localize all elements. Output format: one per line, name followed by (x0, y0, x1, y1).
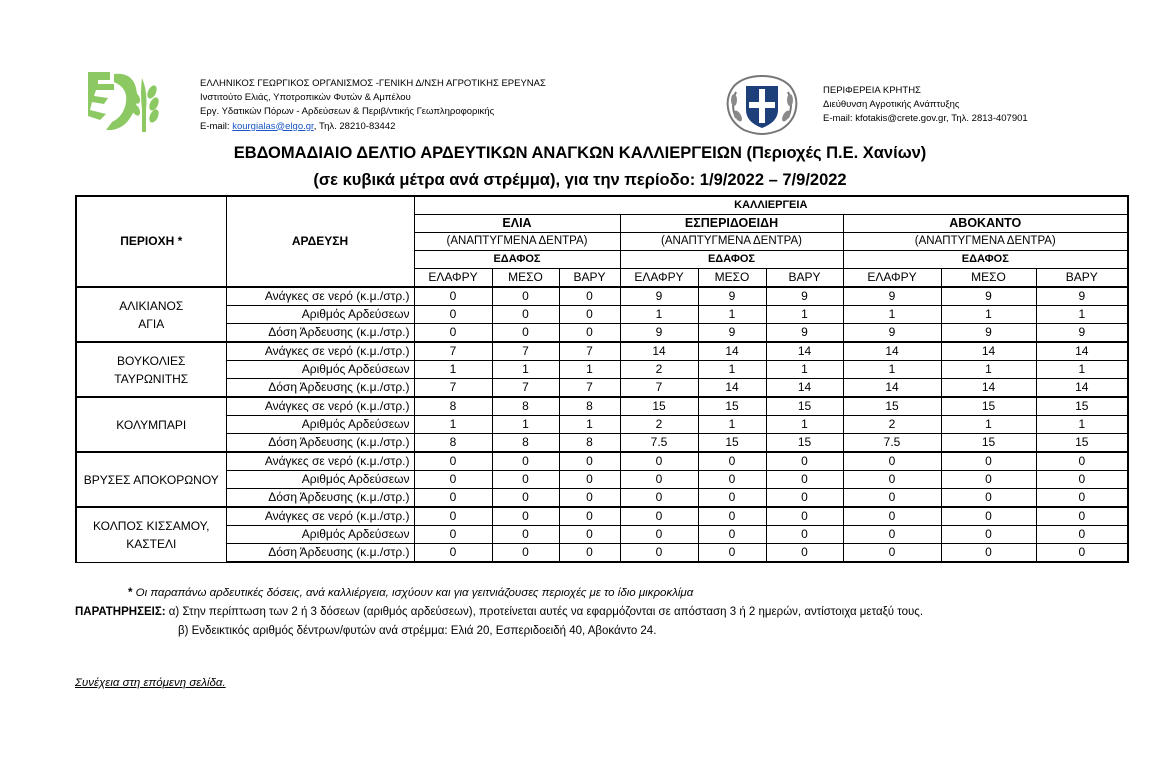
value-cell: 0 (766, 471, 843, 489)
value-cell: 0 (559, 452, 620, 471)
value-cell: 0 (1036, 452, 1128, 471)
value-cell: 15 (1036, 434, 1128, 453)
value-cell: 0 (766, 489, 843, 508)
value-cell: 1 (766, 416, 843, 434)
value-cell: 7 (559, 379, 620, 398)
irrigation-table (75, 195, 1129, 563)
value-cell: 0 (559, 306, 620, 324)
remark-b: β) Ενδεικτικός αριθμός δέντρων/φυτών ανά στρέμμα: Ελιά 20, Εσπεριδοειδή 40, Αβοκάντο 24. (178, 625, 657, 637)
value-cell: 0 (492, 526, 559, 544)
value-cell: 1 (698, 416, 766, 434)
region-name-line: ΤΑΥΡΩΝΙΤΗΣ (114, 371, 189, 386)
value-cell: 1 (414, 361, 492, 379)
header-right-line: ΠΕΡΙΦΕΡΕΙΑ ΚΡΗΤΗΣ (823, 85, 921, 96)
value-cell: 1 (1036, 306, 1128, 324)
measure-label: Δόση Άρδευσης (κ.μ./στρ.) (226, 434, 414, 453)
value-cell: 0 (414, 452, 492, 471)
value-cell: 14 (843, 379, 941, 398)
value-cell: 0 (492, 306, 559, 324)
table-row (76, 416, 1128, 434)
value-cell: 0 (414, 306, 492, 324)
table-row (76, 452, 1128, 471)
value-cell: 15 (766, 434, 843, 453)
value-cell: 15 (698, 434, 766, 453)
email-link[interactable]: kourgialas@elgo.gr (232, 120, 314, 132)
value-cell: 1 (843, 306, 941, 324)
crop-subtitle: (ΑΝΑΠΤΥΓΜΕΝΑ ΔΕΝΤΡΑ) (843, 233, 1128, 251)
crops-header: ΚΑΛΛΙΕΡΓΕΙΑ (414, 196, 1128, 215)
value-cell: 1 (698, 306, 766, 324)
soil-type: ΕΛΑΦΡΥ (843, 269, 941, 288)
region-name (76, 507, 226, 562)
elgo-logo-icon (84, 70, 184, 134)
value-cell: 0 (1036, 489, 1128, 508)
table-row (76, 489, 1128, 508)
value-cell: 0 (698, 452, 766, 471)
value-cell: 14 (620, 342, 698, 361)
value-cell: 0 (941, 507, 1036, 526)
value-cell: 0 (492, 471, 559, 489)
value-cell: 0 (843, 507, 941, 526)
value-cell: 1 (620, 306, 698, 324)
value-cell: 14 (698, 342, 766, 361)
value-cell: 14 (843, 342, 941, 361)
measure-label: Ανάγκες σε νερό (κ.μ./στρ.) (226, 397, 414, 416)
soil-type: ΕΛΑΦΡΥ (414, 269, 492, 288)
value-cell: 1 (843, 361, 941, 379)
measure-label: Αριθμός Αρδεύσεων (226, 361, 414, 379)
measure-label: Δόση Άρδευσης (κ.μ./στρ.) (226, 544, 414, 563)
header-right-text (823, 84, 1028, 127)
value-cell: 0 (559, 287, 620, 306)
soil-type: ΕΛΑΦΡΥ (620, 269, 698, 288)
footnote (128, 587, 693, 599)
footnote-star: * (128, 587, 133, 599)
value-cell: 0 (1036, 471, 1128, 489)
table-row (76, 342, 1128, 361)
value-cell: 0 (492, 452, 559, 471)
measure-label: Ανάγκες σε νερό (κ.μ./στρ.) (226, 342, 414, 361)
value-cell: 9 (843, 287, 941, 306)
value-cell: 0 (843, 471, 941, 489)
value-cell: 0 (698, 544, 766, 563)
value-cell: 9 (698, 324, 766, 343)
measure-label: Αριθμός Αρδεύσεων (226, 526, 414, 544)
measure-label: Δόση Άρδευσης (κ.μ./στρ.) (226, 324, 414, 343)
value-cell: 0 (843, 489, 941, 508)
value-cell: 0 (559, 324, 620, 343)
value-cell: 7 (559, 342, 620, 361)
value-cell: 7 (620, 379, 698, 398)
email-label: E-mail: (200, 120, 233, 132)
value-cell: 9 (698, 287, 766, 306)
soil-type: ΒΑΡΥ (559, 269, 620, 288)
value-cell: 0 (941, 452, 1036, 471)
bulletin-title: ΕΒΔΟΜΑΔΙΑΙΟ ΔΕΛΤΙΟ ΑΡΔΕΥΤΙΚΩΝ ΑΝΑΓΚΩΝ ΚΑΛΛΙΕΡΓΕΙΩΝ (Περιοχές Π.Ε. Χανίων) (233, 144, 927, 162)
value-cell: 15 (766, 397, 843, 416)
value-cell: 1 (941, 361, 1036, 379)
region-name-line: ΚΟΛΥΜΠΑΡΙ (116, 417, 187, 432)
value-cell: 8 (559, 397, 620, 416)
value-cell: 0 (620, 452, 698, 471)
value-cell: 2 (843, 416, 941, 434)
value-cell: 0 (1036, 526, 1128, 544)
value-cell: 8 (414, 397, 492, 416)
value-cell: 2 (620, 361, 698, 379)
soil-type: ΒΑΡΥ (1036, 269, 1128, 288)
soil-type: ΒΑΡΥ (766, 269, 843, 288)
crop-name: ΕΣΠΕΡΙΔΟΕΙΔΗ (620, 215, 843, 233)
table-row (76, 397, 1128, 416)
region-name (76, 452, 226, 507)
crop-subtitle: (ΑΝΑΠΤΥΓΜΕΝΑ ΔΕΝΤΡΑ) (414, 233, 620, 251)
value-cell: 14 (941, 379, 1036, 398)
crop-subtitle: (ΑΝΑΠΤΥΓΜΕΝΑ ΔΕΝΤΡΑ) (620, 233, 843, 251)
value-cell: 7.5 (843, 434, 941, 453)
value-cell: 0 (1036, 544, 1128, 563)
remark-a-line (75, 606, 923, 618)
table-row (76, 287, 1128, 306)
measure-label: Ανάγκες σε νερό (κ.μ./στρ.) (226, 507, 414, 526)
crop-name: ΑΒΟΚΑΝΤΟ (843, 215, 1128, 233)
value-cell: 0 (492, 287, 559, 306)
measure-label: Δόση Άρδευσης (κ.μ./στρ.) (226, 489, 414, 508)
value-cell: 0 (620, 471, 698, 489)
value-cell: 1 (559, 361, 620, 379)
remark-a: α) Στην περίπτωση των 2 ή 3 δόσεων (αριθμός αρδεύσεων), προτείνεται αυτές να εφαρμόζονται σε απόσταση 3 ή 2 ημερών, αντίστοιχα μεταξύ τους. (165, 606, 924, 618)
value-cell: 8 (414, 434, 492, 453)
value-cell: 1 (492, 361, 559, 379)
value-cell: 7 (492, 342, 559, 361)
soil-header: ΕΔΑΦΟΣ (620, 251, 843, 269)
region-name (76, 397, 226, 452)
value-cell: 9 (620, 324, 698, 343)
value-cell: 0 (843, 452, 941, 471)
value-cell: 15 (941, 434, 1036, 453)
value-cell: 0 (843, 544, 941, 563)
value-cell: 15 (698, 397, 766, 416)
value-cell: 1 (414, 416, 492, 434)
value-cell: 0 (620, 544, 698, 563)
value-cell: 8 (492, 397, 559, 416)
value-cell: 7 (414, 342, 492, 361)
value-cell: 9 (843, 324, 941, 343)
value-cell: 9 (941, 287, 1036, 306)
region-name-line: ΚΟΛΠΟΣ ΚΙΣΣΑΜΟΥ, (93, 518, 210, 533)
value-cell: 15 (843, 397, 941, 416)
value-cell: 1 (492, 416, 559, 434)
value-cell: 7 (414, 379, 492, 398)
value-cell: 0 (766, 507, 843, 526)
value-cell: 0 (559, 544, 620, 563)
value-cell: 0 (414, 324, 492, 343)
value-cell: 1 (766, 361, 843, 379)
value-cell: 0 (698, 489, 766, 508)
value-cell: 0 (766, 526, 843, 544)
value-cell: 1 (559, 416, 620, 434)
soil-type: ΜΕΣΟ (941, 269, 1036, 288)
value-cell: 1 (766, 306, 843, 324)
table-row (76, 526, 1128, 544)
phone-text: , Τηλ. 28210-83442 (313, 120, 396, 132)
header-right-line: E-mail: kfotakis@crete.gov.gr, Τηλ. 2813-407901 (823, 113, 1028, 125)
value-cell: 9 (766, 324, 843, 343)
value-cell: 1 (941, 306, 1036, 324)
value-cell: 1 (1036, 416, 1128, 434)
value-cell: 0 (492, 507, 559, 526)
measure-label: Αριθμός Αρδεύσεων (226, 306, 414, 324)
value-cell: 0 (941, 526, 1036, 544)
value-cell: 0 (559, 526, 620, 544)
region-name (76, 287, 226, 342)
header-right-line: Διεύθυνση Αγροτικής Ανάπτυξης (823, 99, 960, 111)
value-cell: 0 (414, 526, 492, 544)
value-cell: 0 (414, 544, 492, 563)
table-row (76, 434, 1128, 453)
region-name-line: ΑΓΙΑ (138, 316, 165, 331)
value-cell: 9 (1036, 324, 1128, 343)
value-cell: 14 (1036, 342, 1128, 361)
value-cell: 7 (492, 379, 559, 398)
value-cell: 0 (1036, 507, 1128, 526)
value-cell: 14 (941, 342, 1036, 361)
header-contact (200, 120, 546, 134)
value-cell: 0 (414, 489, 492, 508)
value-cell: 0 (559, 471, 620, 489)
value-cell: 0 (492, 324, 559, 343)
value-cell: 15 (1036, 397, 1128, 416)
value-cell: 1 (941, 416, 1036, 434)
region-column-header: ΠΕΡΙΟΧΗ * (76, 196, 226, 287)
crop-name: ΕΛΙΑ (414, 215, 620, 233)
measure-label: Δόση Άρδευσης (κ.μ./στρ.) (226, 379, 414, 398)
value-cell: 7.5 (620, 434, 698, 453)
value-cell: 0 (766, 544, 843, 563)
continued-note: Συνέχεια στη επόμενη σελίδα. (75, 677, 226, 689)
table-header-row (76, 196, 1128, 215)
value-cell: 0 (414, 507, 492, 526)
value-cell: 15 (941, 397, 1036, 416)
remarks-label: ΠΑΡΑΤΗΡΗΣΕΙΣ: (75, 606, 166, 618)
value-cell: 0 (941, 471, 1036, 489)
value-cell: 1 (1036, 361, 1128, 379)
table-row (76, 361, 1128, 379)
value-cell: 0 (620, 526, 698, 544)
value-cell: 0 (941, 544, 1036, 563)
value-cell: 8 (559, 434, 620, 453)
table-row (76, 324, 1128, 343)
measure-label: Αριθμός Αρδεύσεων (226, 471, 414, 489)
value-cell: 14 (766, 342, 843, 361)
soil-header: ΕΔΑΦΟΣ (414, 251, 620, 269)
value-cell: 14 (1036, 379, 1128, 398)
value-cell: 8 (492, 434, 559, 453)
value-cell: 0 (414, 471, 492, 489)
header-left-line: Ινστιτούτο Ελιάς, Υποτροπικών Φυτών & Αμπέλου (200, 92, 411, 104)
value-cell: 0 (492, 489, 559, 508)
value-cell: 2 (620, 416, 698, 434)
value-cell: 0 (843, 526, 941, 544)
region-name-line: ΑΛΙΚΙΑΝΟΣ (119, 298, 184, 313)
value-cell: 14 (766, 379, 843, 398)
greek-coat-of-arms-icon (724, 72, 800, 136)
value-cell: 0 (620, 507, 698, 526)
header-left-line: Εργ. Υδατικών Πόρων - Αρδεύσεων & Περιβ/ντικής Γεωπληροφορικής (200, 106, 495, 118)
value-cell: 0 (620, 489, 698, 508)
table-row (76, 507, 1128, 526)
region-name-line: ΒΟΥΚΟΛΙΕΣ (117, 353, 186, 368)
value-cell: 1 (698, 361, 766, 379)
value-cell: 0 (698, 471, 766, 489)
value-cell: 0 (766, 452, 843, 471)
value-cell: 9 (620, 287, 698, 306)
measure-label: Αριθμός Αρδεύσεων (226, 416, 414, 434)
table-row (76, 544, 1128, 563)
region-name (76, 342, 226, 397)
bulletin-subtitle: (σε κυβικά μέτρα ανά στρέμμα), για την περίοδο: 1/9/2022 – 7/9/2022 (313, 171, 847, 189)
value-cell: 0 (492, 544, 559, 563)
value-cell: 0 (941, 489, 1036, 508)
value-cell: 0 (559, 507, 620, 526)
table-row (76, 471, 1128, 489)
value-cell: 9 (941, 324, 1036, 343)
footnote-text: Οι παραπάνω αρδευτικές δόσεις, ανά καλλιέργεια, ισχύουν και για γειτνιάζουσες περιοχές με το ίδιο μικροκλίμα (132, 587, 694, 599)
table-row (76, 306, 1128, 324)
soil-header: ΕΔΑΦΟΣ (843, 251, 1128, 269)
region-name-line: ΒΡΥΣΕΣ ΑΠΟΚΟΡΩΝΟΥ (83, 472, 219, 487)
header-left-line: ΕΛΛΗΝΙΚΟΣ ΓΕΩΡΓΙΚΟΣ ΟΡΓΑΝΙΣΜΟΣ -ΓΕΝΙΚΗ Δ/ΝΣΗ ΑΓΡΟΤΙΚΗΣ ΕΡΕΥΝΑΣ (200, 78, 546, 89)
measure-label: Ανάγκες σε νερό (κ.μ./στρ.) (226, 287, 414, 306)
soil-type: ΜΕΣΟ (492, 269, 559, 288)
table-row (76, 379, 1128, 398)
region-name-line: ΚΑΣΤΕΛΙ (126, 536, 177, 551)
value-cell: 15 (620, 397, 698, 416)
value-cell: 0 (698, 526, 766, 544)
header-left-text (200, 77, 546, 134)
soil-type: ΜΕΣΟ (698, 269, 766, 288)
region-body (76, 287, 1128, 562)
value-cell: 0 (559, 489, 620, 508)
irrigation-column-header: ΑΡΔΕΥΣΗ (226, 196, 414, 287)
value-cell: 0 (698, 507, 766, 526)
value-cell: 9 (1036, 287, 1128, 306)
measure-label: Ανάγκες σε νερό (κ.μ./στρ.) (226, 452, 414, 471)
value-cell: 14 (698, 379, 766, 398)
value-cell: 0 (414, 287, 492, 306)
value-cell: 9 (766, 287, 843, 306)
